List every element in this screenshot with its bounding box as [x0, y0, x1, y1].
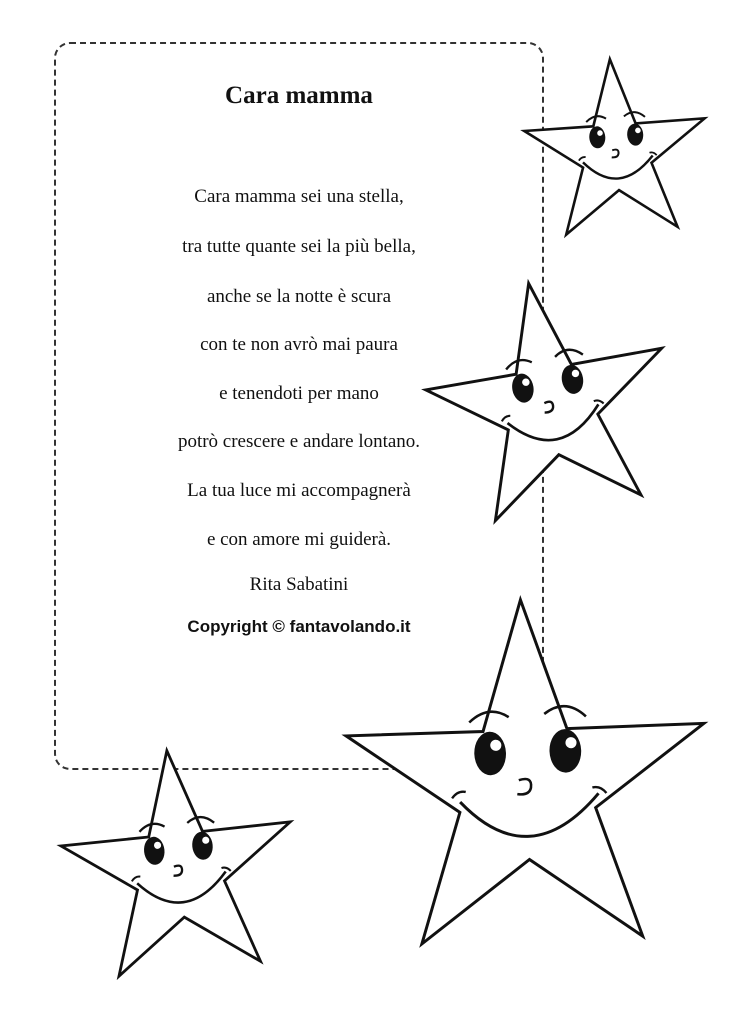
- poem-line: con te non avrò mai paura: [200, 334, 398, 355]
- smiling-star-icon: [329, 566, 725, 978]
- poem-line: e tenendoti per mano: [219, 383, 379, 404]
- poem-author: Rita Sabatini: [249, 574, 349, 595]
- copyright-notice: Copyright © fantavolando.it: [187, 617, 411, 636]
- poem-line: e con amore mi guiderà.: [206, 529, 392, 550]
- smiling-star-icon: [509, 49, 724, 249]
- smiling-star-icon: [52, 726, 307, 996]
- poem-title: Cara mamma: [225, 82, 373, 109]
- poem-line: potrò crescere e andare lontano.: [177, 431, 421, 452]
- smiling-star-icon: [418, 262, 683, 537]
- poem-line: anche se la notte è scura: [206, 286, 392, 307]
- poem-line: Cara mamma sei una stella,: [194, 186, 404, 207]
- poem-line: La tua luce mi accompagnerà: [187, 480, 411, 501]
- poem-line: tra tutte quante sei la più bella,: [182, 236, 416, 257]
